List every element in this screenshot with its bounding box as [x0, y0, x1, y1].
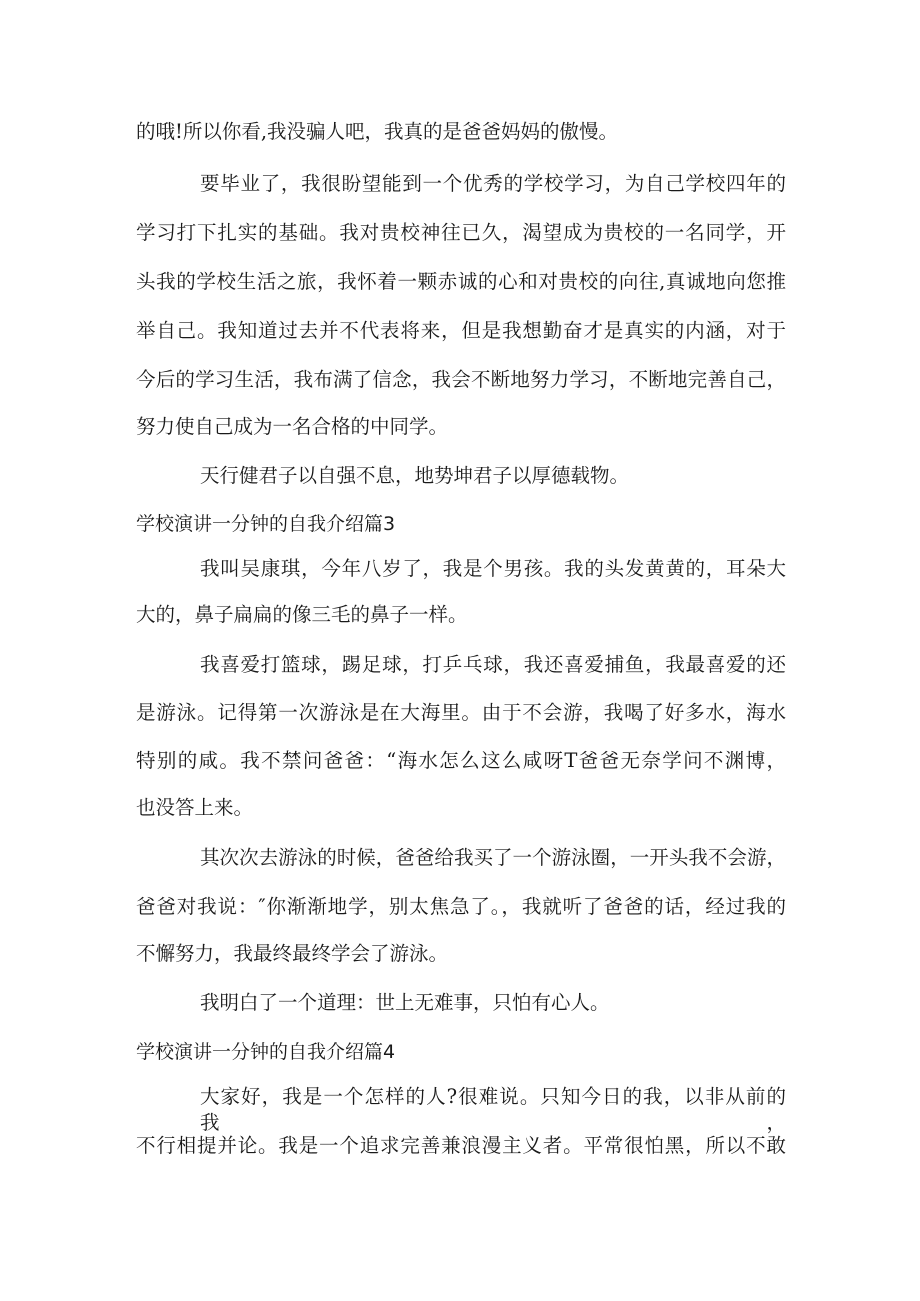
text-line: 特别的咸。我不禁问爸爸：“海水怎么这么咸呀T爸爸无奈学问不渊博， — [136, 749, 786, 772]
text-line: 爸爸对我说：″你渐渐地学，别太焦急了。，我就听了爸爸的话，经过我的 — [136, 895, 786, 918]
text-line: 天行健君子以自强不息，地势坤君子以厚德载物。 — [200, 464, 630, 487]
text-line: 大家好，我是一个怎样的人?很难说。只知今日的我，以非从前的我， — [200, 1085, 786, 1134]
text-line: 努力使自己成为一名合格的中同学。 — [136, 415, 449, 438]
text-line: 不行相提并论。我是一个追求完善兼浪漫主义者。平常很怕黑，所以不敢 — [136, 1134, 786, 1157]
text-line: 其次次去游泳的时候，爸爸给我买了一个游泳圈，一开头我不会游， — [200, 846, 786, 869]
text-line: 举自己。我知道过去并不代表将来，但是我想勤奋才是真实的内涵，对于 — [136, 319, 786, 342]
text-line: 也没答上来。 — [136, 796, 254, 819]
text-line: 今后的学习生活，我布满了信念，我会不断地努力学习，不断地完善自己， — [136, 368, 786, 391]
text-line: 头我的学校生活之旅，我怀着一颗赤诚的心和对贵校的向往,真诚地向您推 — [136, 270, 786, 293]
text-line: 我明白了一个道理：世上无难事，只怕有心人。 — [200, 991, 610, 1014]
text-line: 要毕业了，我很盼望能到一个优秀的学校学习，为自己学校四年的 — [200, 172, 786, 195]
text-line: 是游泳。记得第一次游泳是在大海里。由于不会游，我喝了好多水，海水 — [136, 701, 786, 724]
text-line: 大的，鼻子扁扁的像三毛的鼻子一样。 — [136, 603, 468, 626]
text-line: 我喜爱打篮球，踢足球，打乒乓球，我还喜爱捕鱼，我最喜爱的还 — [200, 653, 786, 676]
text-line: 的哦!所以你看,我没骗人吧，我真的是爸爸妈妈的傲慢。 — [136, 120, 619, 143]
section-heading: 学校演讲一分钟的自我介绍篇4 — [136, 1041, 396, 1063]
text-line: 学习打下扎实的基础。我对贵校神往已久，渴望成为贵校的一名同学，开 — [136, 221, 786, 244]
text-line: 不懈努力，我最终最终学会了游泳。 — [136, 942, 449, 965]
text-line: 我叫吴康琪，今年八岁了，我是个男孩。我的头发黄黄的，耳朵大 — [200, 557, 786, 580]
section-heading: 学校演讲一分钟的自我介绍篇3 — [136, 513, 396, 535]
